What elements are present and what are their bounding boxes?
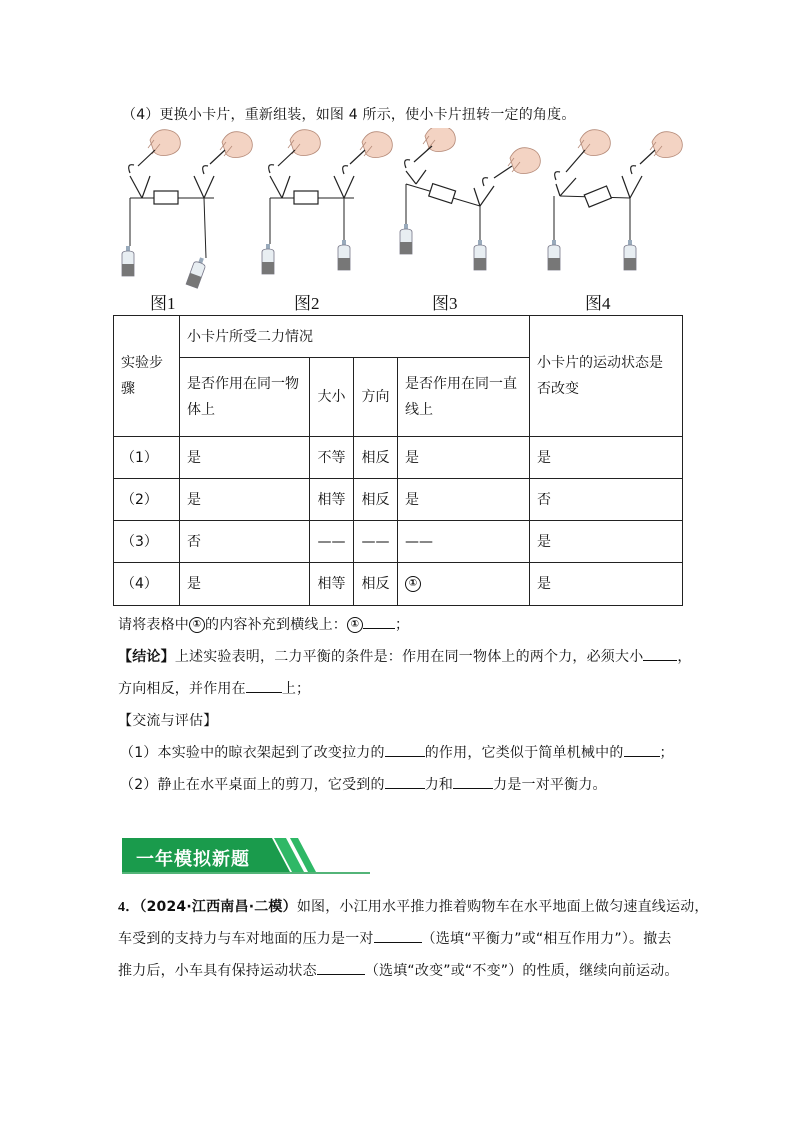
discussion-text: 力是一对平衡力。 bbox=[493, 777, 607, 793]
question-text: 推力后，小车具有保持运动状态 bbox=[118, 963, 317, 979]
cell-same-body: 否 bbox=[180, 521, 310, 563]
cell-size: 相等 bbox=[310, 479, 354, 521]
figure-caption-2: 图2 bbox=[294, 294, 320, 313]
discussion-text: （2）静止在水平桌面上的剪刀，它受到的 bbox=[120, 777, 385, 793]
discussion-label: 【交流与评估】 bbox=[118, 713, 218, 729]
cell-direction: 相反 bbox=[354, 563, 398, 606]
question-number: 4． bbox=[118, 900, 140, 915]
discussion-text: （1）本实验中的晾衣架起到了改变拉力的 bbox=[120, 745, 385, 761]
table-row bbox=[114, 437, 683, 479]
answer-blank[interactable] bbox=[385, 742, 425, 757]
discussion-line-1 bbox=[120, 742, 674, 762]
header-force: 小卡片所受二力情况 bbox=[180, 316, 530, 358]
question-text: （选填“平衡力”或“相互作用力”）。撤去 bbox=[421, 931, 672, 947]
cell-same-body: 是 bbox=[180, 437, 310, 479]
cell-motion: 是 bbox=[530, 563, 683, 606]
blank-marker-1: ① bbox=[347, 617, 363, 633]
figure-caption-1: 图1 bbox=[150, 294, 176, 313]
answer-blank[interactable] bbox=[317, 960, 365, 975]
table-row bbox=[114, 521, 683, 563]
fill-after: 的内容补充到横线上： bbox=[205, 617, 347, 633]
fill-end: ； bbox=[395, 617, 410, 633]
cell-size: 不等 bbox=[310, 437, 354, 479]
header-motion: 小卡片的运动状态是否改变 bbox=[530, 316, 683, 437]
cell-motion: 是 bbox=[530, 521, 683, 563]
figure-caption-3: 图3 bbox=[432, 294, 458, 313]
header-same-line: 是否作用在同一直线上 bbox=[398, 358, 530, 437]
fill-before: 请将表格中 bbox=[118, 617, 189, 633]
question-4-line-3 bbox=[118, 960, 679, 980]
question-text: 车受到的支持力与车对地面的压力是一对 bbox=[118, 931, 374, 947]
section-banner-title: 一年模拟新题 bbox=[136, 849, 250, 870]
cell-motion: 是 bbox=[530, 437, 683, 479]
discussion-text: ； bbox=[659, 745, 674, 761]
cell-step: （3） bbox=[114, 521, 180, 563]
header-size: 大小 bbox=[310, 358, 354, 437]
conclusion-label: 【结论】 bbox=[118, 649, 175, 665]
conclusion-line-1 bbox=[118, 646, 692, 666]
discussion-text: 的作用，它类似于简单机械中的 bbox=[424, 745, 624, 761]
answer-blank[interactable] bbox=[453, 774, 493, 789]
conclusion-text-2b: 上； bbox=[281, 681, 311, 697]
discussion-line-2 bbox=[120, 774, 607, 794]
cell-step: （4） bbox=[114, 563, 180, 606]
experiment-table bbox=[113, 315, 683, 606]
cell-direction: 相反 bbox=[354, 479, 398, 521]
fill-instruction bbox=[118, 614, 409, 634]
cell-step: （2） bbox=[114, 479, 180, 521]
experiment-figures bbox=[110, 128, 690, 290]
blank-marker-1: ① bbox=[405, 576, 421, 592]
intro-text: （4）更换小卡片，重新组装，如图 4 所示，使小卡片扭转一定的角度。 bbox=[122, 107, 576, 123]
figure-4 bbox=[548, 130, 682, 270]
question-4-line-2 bbox=[118, 928, 672, 948]
table-row bbox=[114, 479, 683, 521]
question-text: 如图，小江用水平推力推着购物车在水平地面上做匀速直线运动， bbox=[296, 899, 709, 915]
question-source: （2024·江西南昌·二模） bbox=[139, 899, 297, 915]
question-4-line-1 bbox=[118, 896, 709, 916]
header-same-body: 是否作用在同一物体上 bbox=[180, 358, 310, 437]
answer-blank[interactable] bbox=[643, 646, 677, 661]
answer-blank[interactable] bbox=[363, 614, 395, 629]
cell-same-line: 是 bbox=[398, 479, 530, 521]
conclusion-end-1: ， bbox=[677, 649, 692, 665]
question-text: （选填“改变”或“不变”）的性质，继续向前运动。 bbox=[364, 963, 679, 979]
figure-caption-4: 图4 bbox=[585, 294, 611, 313]
conclusion-line-2 bbox=[118, 678, 310, 698]
blank-marker-1: ① bbox=[189, 617, 205, 633]
figure-1 bbox=[122, 130, 252, 289]
cell-size: —— bbox=[310, 521, 354, 563]
cell-motion: 否 bbox=[530, 479, 683, 521]
cell-direction: 相反 bbox=[354, 437, 398, 479]
answer-blank[interactable] bbox=[246, 678, 282, 693]
answer-blank[interactable] bbox=[624, 742, 660, 757]
answer-blank[interactable] bbox=[385, 774, 425, 789]
header-step: 实验步骤 bbox=[114, 316, 180, 437]
cell-same-line bbox=[398, 563, 530, 606]
header-direction: 方向 bbox=[354, 358, 398, 437]
cell-size: 相等 bbox=[310, 563, 354, 606]
figure-2 bbox=[262, 130, 392, 274]
conclusion-text-1: 上述实验表明，二力平衡的条件是：作用在同一物体上的两个力，必须大小 bbox=[174, 649, 644, 665]
cell-step: （1） bbox=[114, 437, 180, 479]
cell-same-body: 是 bbox=[180, 563, 310, 606]
conclusion-text-2a: 方向相反，并作用在 bbox=[118, 681, 246, 697]
cell-direction: —— bbox=[354, 521, 398, 563]
answer-blank[interactable] bbox=[374, 928, 422, 943]
cell-same-body: 是 bbox=[180, 479, 310, 521]
table-row bbox=[114, 563, 683, 606]
cell-same-line: —— bbox=[398, 521, 530, 563]
discussion-text: 力和 bbox=[424, 777, 454, 793]
cell-same-line: 是 bbox=[398, 437, 530, 479]
figure-3 bbox=[400, 128, 540, 270]
